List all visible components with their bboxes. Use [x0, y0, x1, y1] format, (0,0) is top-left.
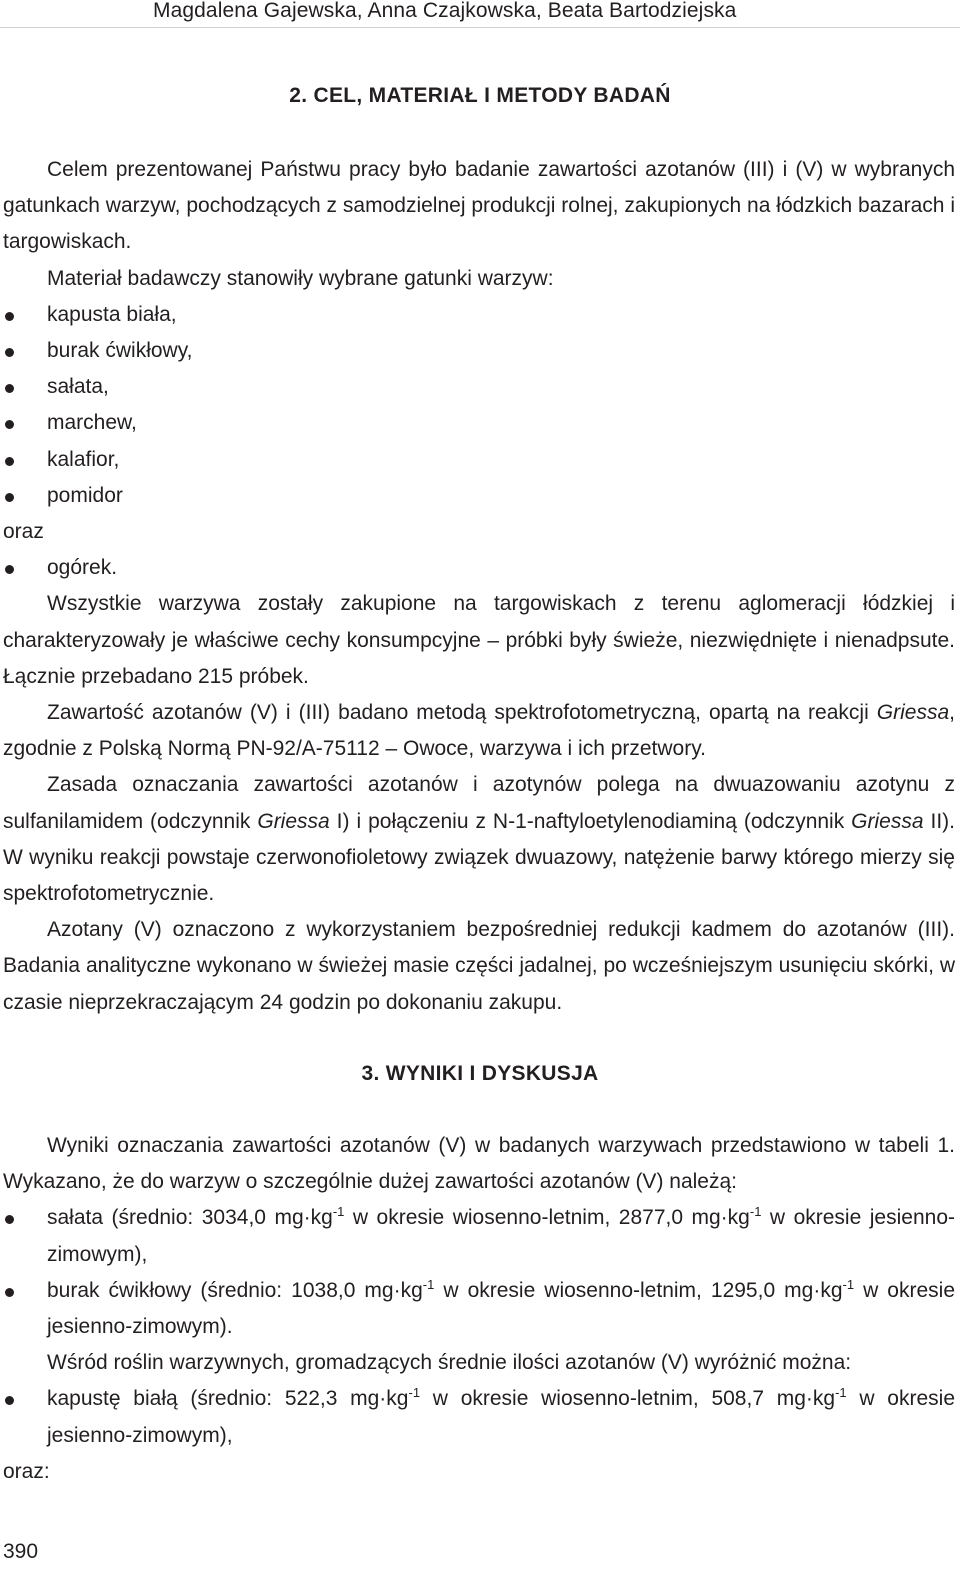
- bullet-icon: [5, 457, 14, 466]
- paragraph-medium: Wśród roślin warzywnych, gromadzących średnie ilości azotanów (V) wyróżnić można:: [47, 1351, 852, 1375]
- paragraph-reduction: Azotany (V) oznaczono z wykorzystaniem bezpośredniej redukcji kadmem do azotanów (III). Badania analityczne wykonano w świeżej masie części jadalnej, po wcześniejszym usunięciu skórki, w czasie nieprzekraczającym 24 godzin po dokonaniu zakupu.: [3, 918, 955, 1014]
- bullet-icon: [5, 1396, 14, 1405]
- bullet-icon: [5, 565, 14, 574]
- section-3-body: [3, 1128, 955, 1490]
- list-item-salata: sałata (średnio: 3034,0 $mg\cdot kg^{-1}$ w okresie wiosenno-letnim, 2877,0 $mg\cdot kg^{-1}$ w okresie jesienno-zimowym),: [3, 1200, 955, 1272]
- paragraph-material: Materiał badawczy stanowiły wybrane gatunki warzyw:: [47, 266, 554, 290]
- paragraph-method: Zawartość azotanów (V) i (III) badano metodą spektrofotometryczną, opartą na reakcji Griessa, zgodnie z Polską Normą PN-92/A-75112 – Owoce, warzywa i ich przetwory.: [3, 701, 955, 761]
- section-2-heading: 2. CEL, MATERIAŁ I METODY BADAŃ: [289, 84, 671, 107]
- list-item: kalafior,: [3, 442, 955, 478]
- list-item: sałata,: [3, 369, 955, 405]
- list-item-burak: burak ćwikłowy (średnio: 1038,0 $mg\cdot kg^{-1}$ w okresie wiosenno-letnim, 1295,0 $mg\cdot kg^{-1}$ w okresie jesienno-zimowym).: [3, 1273, 955, 1345]
- paragraph-aim: Celem prezentowanej Państwu pracy było badanie zawartości azotanów (III) i (V) w wybranych gatunkach warzyw, pochodzących z samodzielnej produkcji rolnej, zakupionych na łódzkich bazarach i targowiskach.: [3, 158, 955, 254]
- list-item: burak ćwikłowy,: [3, 333, 955, 369]
- list-item: marchew,: [3, 405, 955, 441]
- conjunction-oraz: oraz: [3, 520, 44, 544]
- page-number: 390: [3, 1540, 39, 1563]
- list-item: ogórek.: [3, 550, 955, 586]
- paragraph-results: Wyniki oznaczania zawartości azotanów (V) w badanych warzywach przedstawiono w tabeli 1. Wykazano, że do warzyw o szczególnie dużej zawartości azotanów (V) należą:: [3, 1134, 955, 1194]
- running-header: Magdalena Gajewska, Anna Czajkowska, Beata Bartodziejska: [153, 0, 737, 22]
- header-rule: [0, 27, 960, 28]
- bullet-icon: [5, 348, 14, 357]
- bullet-icon: [5, 493, 14, 502]
- list-item: pomidor: [3, 478, 955, 514]
- paragraph-principle: Zasada oznaczania zawartości azotanów i azotynów polega na dwuazowaniu azotynu z sulfanilamidem (odczynnik Griessa I) i połączeniu z N-1-naftyloetylenodiaminą (odczynnik Griessa II). W wyniku reakcji powstaje czerwonofioletowy związek dwuazowy, natężenie barwy którego mierzy się spektrofotometrycznie.: [3, 773, 955, 906]
- list-item-kapusta: kapustę białą (średnio: 522,3 $mg\cdot kg^{-1}$ w okresie wiosenno-letnim, 508,7 $mg\cdot kg^{-1}$ w okresie jesienno-zimowym),: [3, 1381, 955, 1453]
- list-item: kapusta biała,: [3, 297, 955, 333]
- paragraph-samples: Wszystkie warzywa zostały zakupione na targowiskach z terenu aglomeracji łódzkiej i charakteryzowały je właściwe cechy konsumpcyjne – próbki były świeże, niezwiędnięte i nienadpsute. Łącznie przebadano 215 próbek.: [3, 592, 955, 688]
- bullet-icon: [5, 1288, 14, 1297]
- bullet-icon: [5, 420, 14, 429]
- section-2-body: [3, 152, 955, 1021]
- bullet-icon: [5, 384, 14, 393]
- section-3-heading: 3. WYNIKI I DYSKUSJA: [361, 1062, 599, 1085]
- conjunction-oraz: oraz:: [3, 1459, 50, 1483]
- bullet-icon: [5, 312, 14, 321]
- bullet-icon: [5, 1215, 14, 1224]
